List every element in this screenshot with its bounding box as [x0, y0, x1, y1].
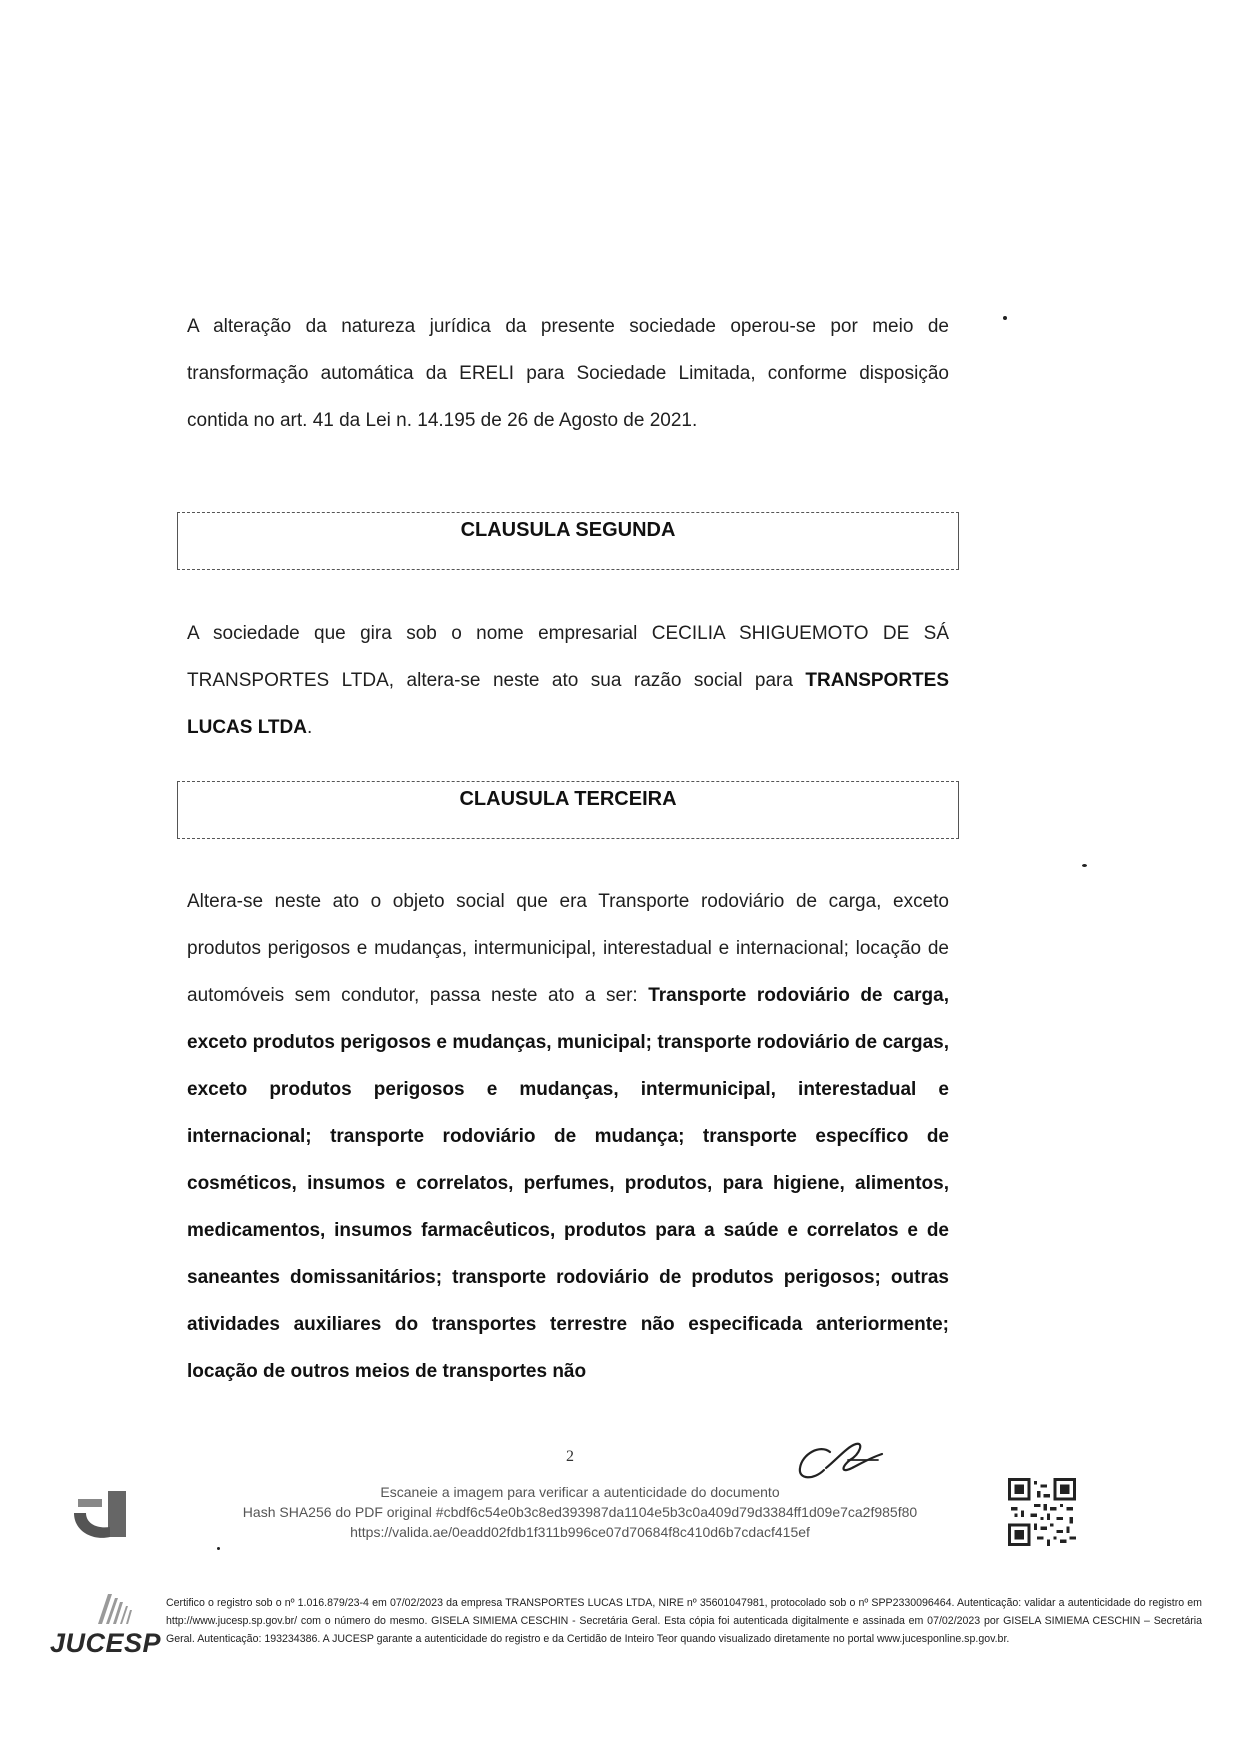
clause-third-title: CLAUSULA TERCEIRA [459, 788, 677, 810]
scan-speck [1003, 316, 1007, 320]
clause-third-box [177, 781, 959, 839]
clause-second-box [177, 512, 959, 570]
scan-speck [217, 1547, 220, 1550]
clause-second-title: CLAUSULA SEGUNDA [460, 519, 676, 541]
new-corporate-purpose: Transporte rodoviário de carga, exceto produtos perigosos e mudanças, municipal; transporte rodoviário de cargas, exceto produtos perigosos e mudanças, intermunicipal, interestadual e internacional; transporte rodoviário de mudança; transporte específico de cosméticos, insumos e correlatos, perfumes, produtos, para higiene, alimentos, medicamentos, insumos farmacêuticos, produtos para a saúde e correlatos e de saneantes domissanitários; transporte rodoviário de produtos perigosos; outras atividades auxiliares do transportes terrestre não especificada anteriormente; locação de outros meios de transportes não [187, 985, 949, 1382]
verification-block [180, 1482, 980, 1542]
paragraph-company-name-text: A sociedade que gira sob o nome empresarial CECILIA SHIGUEMOTO DE SÁ TRANSPORTES LTDA, altera-se neste ato sua razão social para [187, 623, 949, 691]
page-number: 2 [566, 1448, 574, 1465]
registry-logo-icon [70, 1485, 136, 1545]
paragraph-company-name [187, 610, 949, 751]
qr-code-icon[interactable] [1008, 1478, 1076, 1546]
new-company-name: TRANSPORTES LUCAS LTDA [187, 670, 949, 738]
verification-hash: Hash SHA256 do PDF original #cbdf6c54e0b3c8ed393987da1104e5b3c0a409d79d3384ff1d09e7ca2f985f80 [242, 1504, 918, 1520]
verification-url[interactable]: https://valida.ae/0eadd02fdb1f311b996ce07d70684f8c410d6b7cdacf415ef [350, 1524, 810, 1540]
jucesp-wordmark: JUCESP [50, 1628, 162, 1658]
signature-icon [790, 1430, 900, 1490]
scan-speck [1082, 864, 1087, 867]
paragraph-legal-nature [187, 303, 949, 444]
paragraph-company-name-end: . [306, 717, 313, 738]
paragraph-corporate-purpose-text: Altera-se neste ato o objeto social que era Transporte rodoviário de carga, exceto produtos perigosos e mudanças, intermunicipal, interestadual e internacional; locação de automóveis sem condutor, passa neste ato a ser: [187, 891, 949, 1006]
jucesp-logo [46, 1590, 162, 1680]
verification-instruction: Escaneie a imagem para verificar a autenticidade do documento [380, 1484, 780, 1500]
jucesp-stripes-icon [46, 1590, 156, 1630]
paragraph-legal-nature-text: A alteração da natureza jurídica da presente sociedade operou-se por meio de transformação automática da ERELI para Sociedade Limitada, conforme disposição contida no art. 41 da Lei n. 14.195 de 26 de Agosto de 2021. [187, 316, 949, 431]
certificate-text: Certifico o registro sob o nº 1.016.879/23-4 em 07/02/2023 da empresa TRANSPORTES LUCAS LTDA, NIRE nº 35601047981, protocolado sob o nº SPP2330096464. Autenticação: validar a autenticidade do registro em http://www.jucesp.sp.gov.br/ com o número do mesmo. GISELA SIMIEMA CESCHIN - Secretária Geral. Esta cópia foi autenticada digitalmente e assinada em 07/02/2023 por GISELA SIMIEMA CESCHIN – Secretária Geral. Autenticação: 193234386. A JUCESP garante a autenticidade do registro e da Certidão de Inteiro Teor quando visualizado diretamente no portal www.jucesponline.sp.gov.br. [166, 1597, 1202, 1645]
paragraph-corporate-purpose [187, 878, 949, 1395]
